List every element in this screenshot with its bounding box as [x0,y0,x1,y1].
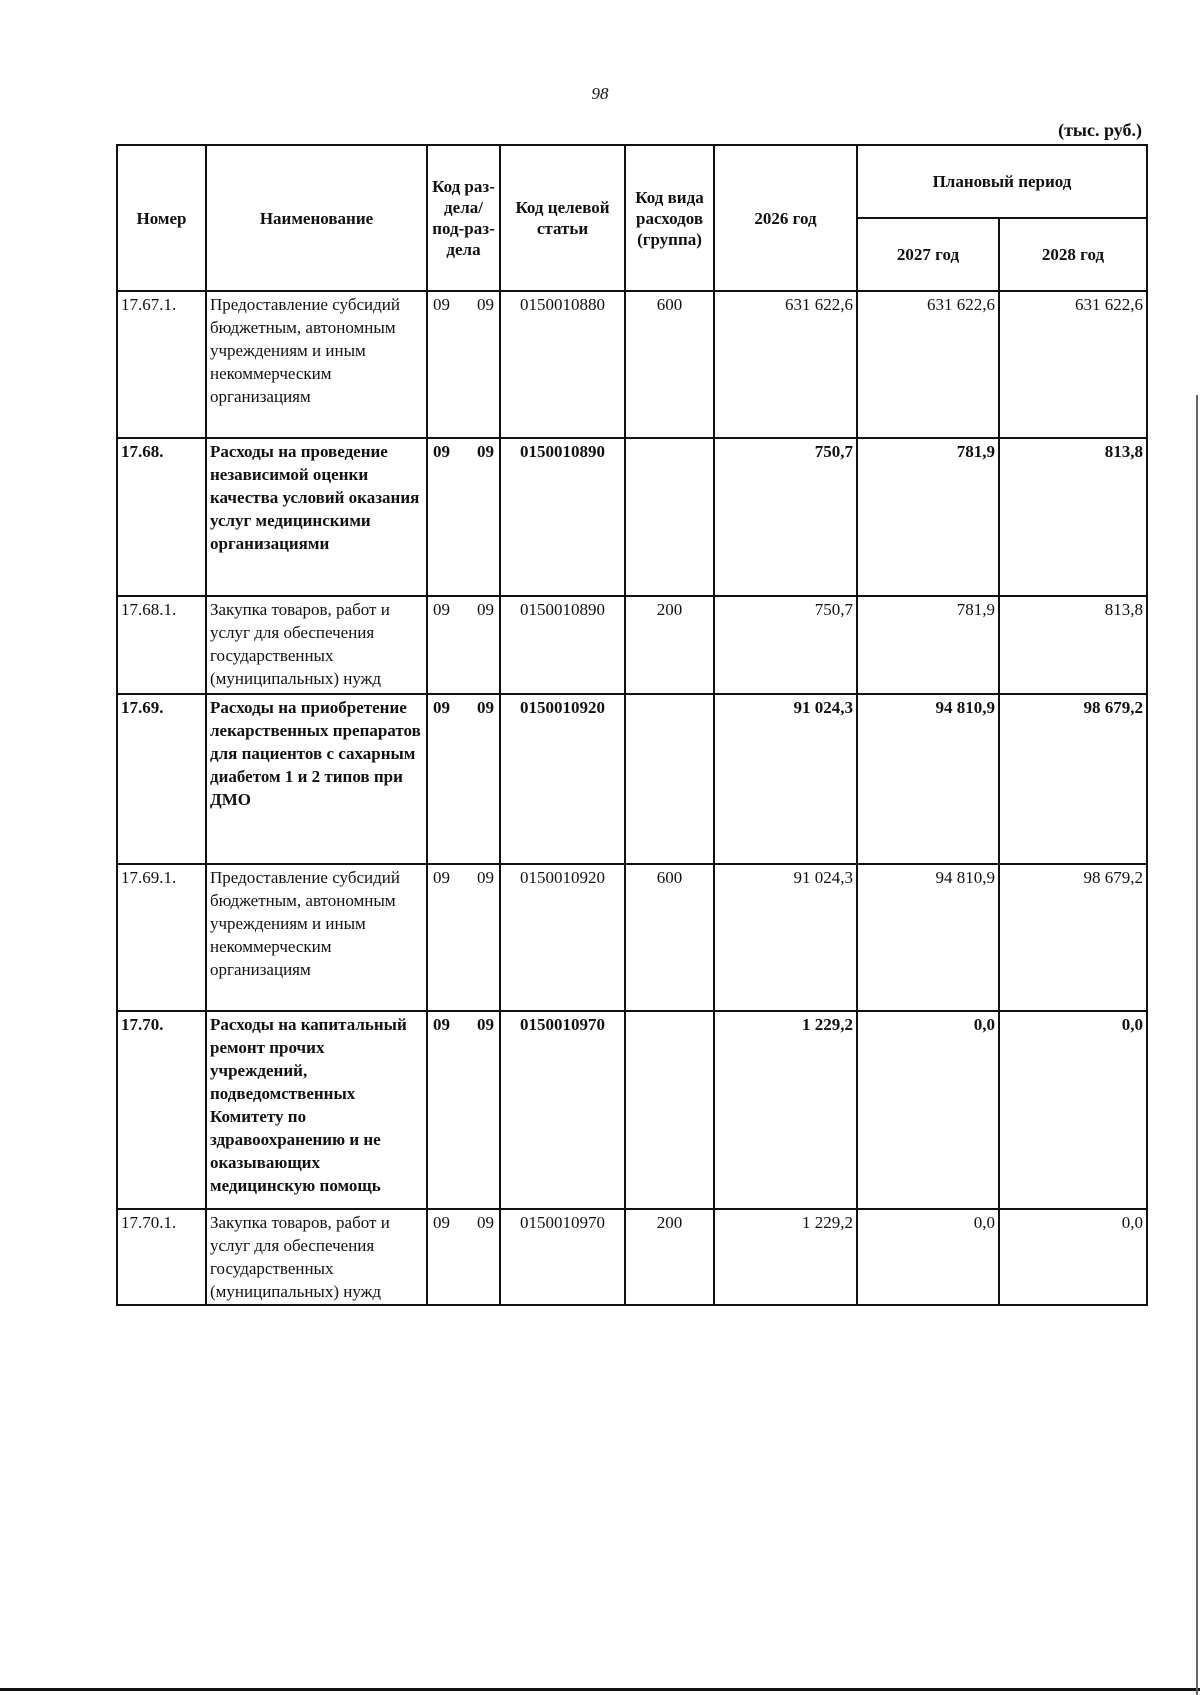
subsection-code: 09 [477,295,494,314]
subsection-code: 09 [477,1015,494,1034]
subsection-code: 09 [477,600,494,619]
section-code: 09 [433,868,450,887]
cell-target-code: 0150010880 [500,291,625,438]
cell-year-2027: 631 622,6 [857,291,999,438]
table-row [117,1011,1147,1209]
cell-year-2027: 781,9 [857,596,999,694]
cell-year-2027: 0,0 [857,1209,999,1305]
cell-expense-type [625,1011,714,1209]
cell-expense-type: 600 [625,864,714,1011]
header-year-2028: 2028 год [999,218,1147,291]
section-code: 09 [433,442,450,461]
subsection-code: 09 [477,442,494,461]
cell-section-code [427,438,500,596]
table-row [117,291,1147,438]
units-label: (тыс. руб.) [1058,120,1142,140]
cell-year-2027: 94 810,9 [857,694,999,864]
cell-section-code [427,1209,500,1305]
cell-target-code: 0150010920 [500,694,625,864]
cell-section-code [427,694,500,864]
cell-year-2026: 631 622,6 [714,291,857,438]
cell-name: Расходы на приобретение лекарственных препаратов для пациентов с сахарным диабетом 1 и 2 типов при ДМО [206,694,427,864]
cell-expense-type: 600 [625,291,714,438]
cell-year-2026: 750,7 [714,438,857,596]
cell-number: 17.69.1. [117,864,206,1011]
cell-number: 17.70.1. [117,1209,206,1305]
cell-section-code [427,1011,500,1209]
cell-name: Закупка товаров, работ и услуг для обеспечения государственных (муниципальных) нужд [206,596,427,694]
section-code: 09 [433,698,450,717]
section-code: 09 [433,600,450,619]
header-name: Наименование [206,145,427,291]
header-section-code: Код раз-дела/ под-раз-дела [427,145,500,291]
scan-edge-right [1196,395,1198,1695]
subsection-code: 09 [477,868,494,887]
cell-year-2027: 781,9 [857,438,999,596]
cell-year-2028: 631 622,6 [999,291,1147,438]
cell-name: Расходы на проведение независимой оценки качества условий оказания услуг медицинскими организациями [206,438,427,596]
cell-year-2026: 1 229,2 [714,1011,857,1209]
cell-year-2027: 0,0 [857,1011,999,1209]
header-number: Номер [117,145,206,291]
header-expense-type-code: Код вида расходов (группа) [625,145,714,291]
header-planned-period: Плановый период [857,145,1147,218]
cell-expense-type [625,438,714,596]
cell-number: 17.68.1. [117,596,206,694]
subsection-code: 09 [477,698,494,717]
cell-section-code [427,864,500,1011]
cell-name: Закупка товаров, работ и услуг для обеспечения государственных (муниципальных) нужд [206,1209,427,1305]
cell-year-2026: 91 024,3 [714,694,857,864]
cell-year-2028: 813,8 [999,438,1147,596]
cell-name: Расходы на капитальный ремонт прочих учреждений, подведомственных Комитету по здравоохранению и не оказывающих медицинскую помощь [206,1011,427,1209]
cell-expense-type: 200 [625,1209,714,1305]
cell-section-code [427,596,500,694]
cell-expense-type: 200 [625,596,714,694]
table-row [117,864,1147,1011]
cell-name: Предоставление субсидий бюджетным, автономным учреждениям и иным некоммерческим организациям [206,291,427,438]
header-year-2027: 2027 год [857,218,999,291]
cell-name: Предоставление субсидий бюджетным, автономным учреждениям и иным некоммерческим организациям [206,864,427,1011]
table-row [117,1209,1147,1305]
table-row [117,596,1147,694]
subsection-code: 09 [477,1213,494,1232]
table-row [117,438,1147,596]
section-code: 09 [433,1015,450,1034]
cell-year-2028: 0,0 [999,1011,1147,1209]
cell-number: 17.68. [117,438,206,596]
table-row [117,694,1147,864]
page-number: 98 [591,84,609,103]
cell-target-code: 0150010970 [500,1011,625,1209]
section-code: 09 [433,1213,450,1232]
cell-year-2028: 98 679,2 [999,864,1147,1011]
cell-year-2026: 1 229,2 [714,1209,857,1305]
header-target-code: Код целевой статьи [500,145,625,291]
cell-target-code: 0150010890 [500,596,625,694]
cell-expense-type [625,694,714,864]
section-code: 09 [433,295,450,314]
cell-year-2027: 94 810,9 [857,864,999,1011]
cell-target-code: 0150010920 [500,864,625,1011]
cell-target-code: 0150010890 [500,438,625,596]
cell-target-code: 0150010970 [500,1209,625,1305]
cell-section-code [427,291,500,438]
cell-year-2026: 91 024,3 [714,864,857,1011]
cell-number: 17.69. [117,694,206,864]
header-year-2026: 2026 год [714,145,857,291]
budget-table [116,144,1148,1306]
cell-year-2026: 750,7 [714,596,857,694]
cell-year-2028: 0,0 [999,1209,1147,1305]
cell-year-2028: 813,8 [999,596,1147,694]
cell-number: 17.70. [117,1011,206,1209]
cell-year-2028: 98 679,2 [999,694,1147,864]
table-body [117,291,1147,1305]
scan-edge-bottom [0,1688,1200,1691]
cell-number: 17.67.1. [117,291,206,438]
